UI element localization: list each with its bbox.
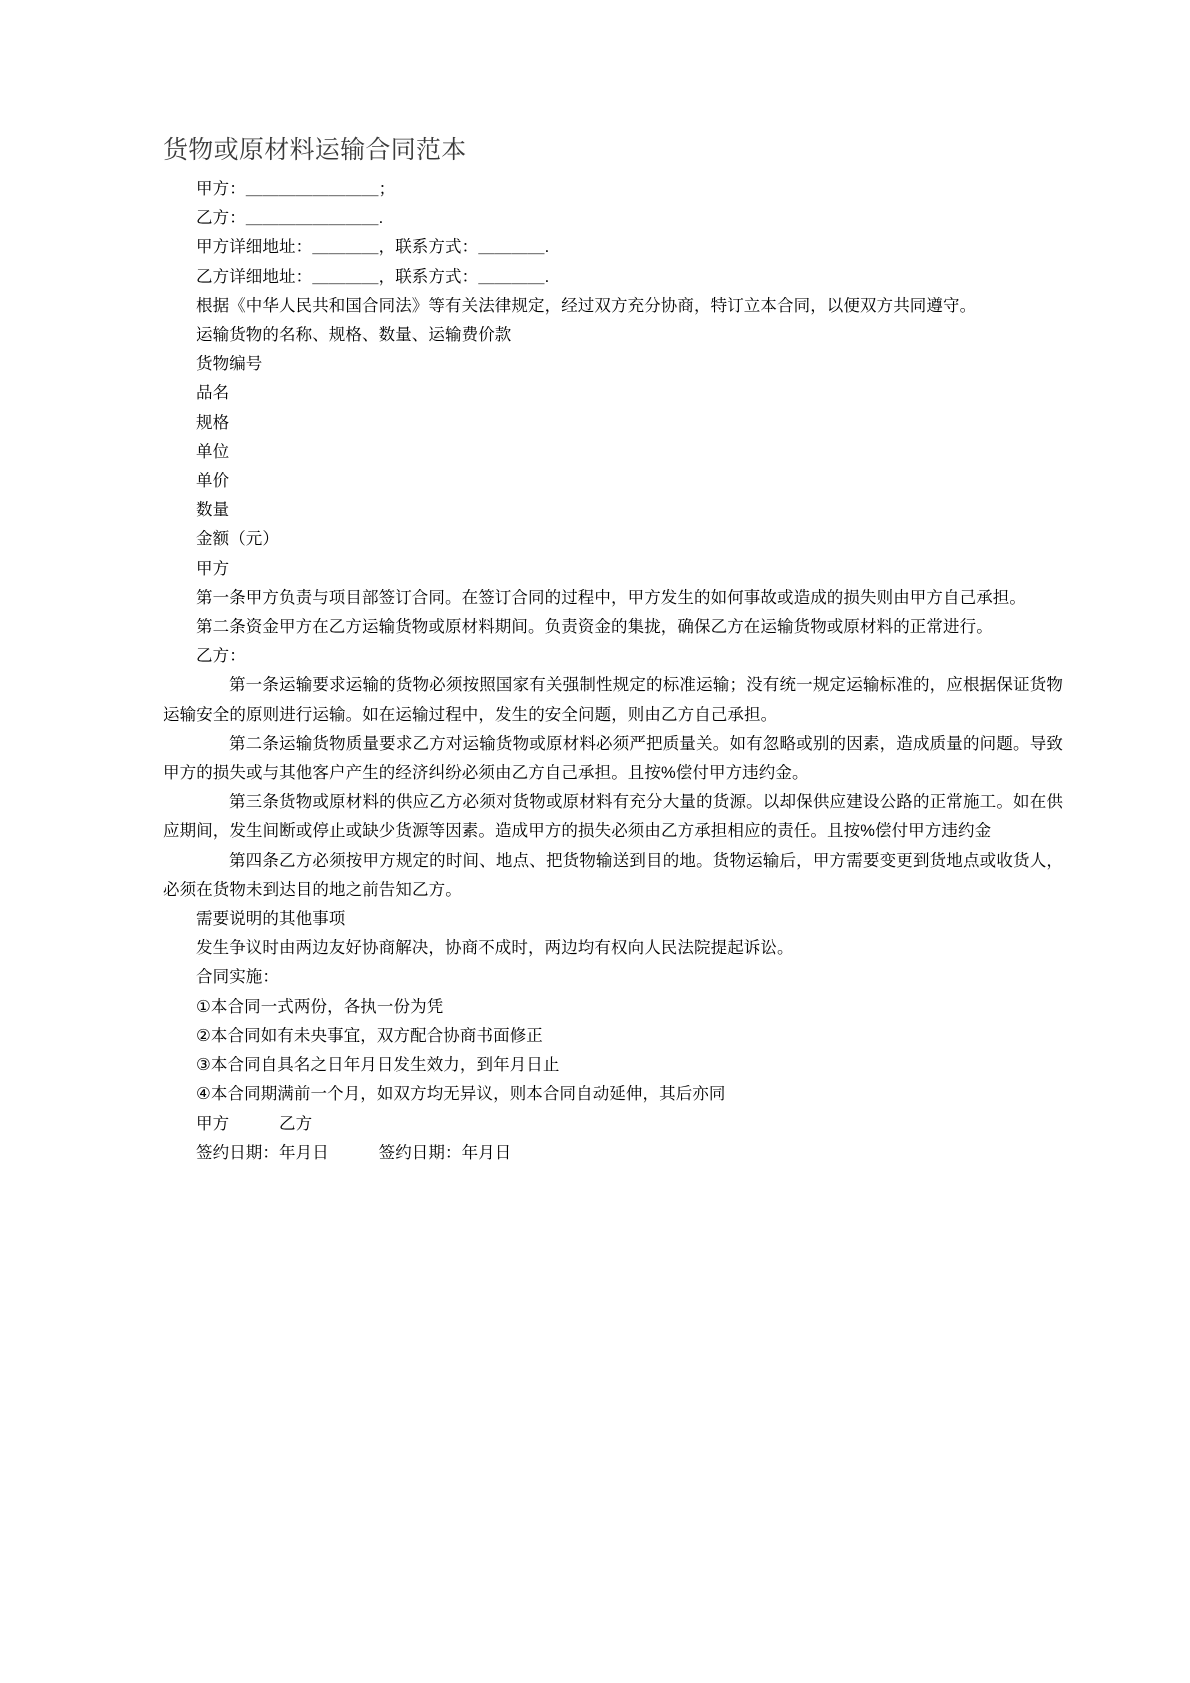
goods-field-amount: 金额（元） bbox=[196, 530, 279, 549]
other-matters-heading: 需要说明的其他事项 bbox=[196, 910, 346, 929]
party-b-clause-4: 第四条乙方必须按甲方规定的时间、地点、把货物输送到目的地。货物运输后，甲方需要变更到货地点或收货人，必须在货物未到达目的地之前告知乙方。 bbox=[163, 851, 1063, 899]
page-title: 货物或原材料运输合同范本 bbox=[163, 137, 467, 164]
goods-field-spec: 规格 bbox=[196, 413, 230, 432]
implementation-heading: 合同实施： bbox=[196, 968, 279, 987]
dispute-resolution-paragraph: 发生争议时由两边友好协商解决，协商不成时，两边均有权向人民法院提起诉讼。 bbox=[196, 939, 794, 958]
party-b-address-field: 乙方详细地址：＿＿＿＿，联系方式：＿＿＿＿. bbox=[196, 267, 550, 286]
goods-field-name: 品名 bbox=[196, 384, 230, 403]
party-a-section-heading: 甲方 bbox=[196, 559, 230, 578]
goods-field-unit: 单位 bbox=[196, 442, 230, 461]
party-a-name-field: 甲方：＿＿＿＿＿＿＿＿； bbox=[196, 180, 396, 198]
party-b-clause-2: 第二条运输货物质量要求乙方对运输货物或原材料必须严把质量关。如有忽略或别的因素，造成质量的问题。导致甲方的损失或与其他客户产生的经济纠纷必须由乙方自己承担。且按%偿付甲方违约金。 bbox=[163, 734, 1063, 783]
party-b-section-heading: 乙方： bbox=[196, 647, 246, 666]
implementation-item-2: ②本合同如有未央事宜，双方配合协商书面修正 bbox=[196, 1026, 543, 1045]
party-b-name-field: 乙方：＿＿＿＿＿＿＿＿. bbox=[196, 209, 384, 228]
goods-section-heading: 运输货物的名称、规格、数量、运输费价款 bbox=[196, 326, 512, 345]
preamble-paragraph: 根据《中华人民共和国合同法》等有关法律规定，经过双方充分协商，特订立本合同，以便双方共同遵守。 bbox=[196, 296, 977, 315]
goods-field-code: 货物编号 bbox=[196, 355, 263, 374]
party-b-clause-3: 第三条货物或原材料的供应乙方必须对货物或原材料有充分大量的货源。以却保供应建设公路的正常施工。如在供应期间，发生间断或停止或缺少货源等因素。造成甲方的损失必须由乙方承担相应的责任。且按%偿付甲方违约金 bbox=[163, 793, 1063, 841]
signature-date-labels: 签约日期：年月日 签约日期：年月日 bbox=[196, 1143, 512, 1162]
signature-party-labels: 甲方 乙方 bbox=[196, 1114, 313, 1133]
party-b-clause-1: 第一条运输要求运输的货物必须按照国家有关强制性规定的标准运输；没有统一规定运输标准的，应根据保证货物运输安全的原则进行运输。如在运输过程中，发生的安全问题，则由乙方自己承担。 bbox=[163, 676, 1063, 724]
goods-field-quantity: 数量 bbox=[196, 501, 230, 520]
party-a-clause-2: 第二条资金甲方在乙方运输货物或原材料期间。负责资金的集拢，确保乙方在运输货物或原材料的正常进行。 bbox=[196, 618, 993, 637]
implementation-item-1: ①本合同一式两份，各执一份为凭 bbox=[196, 997, 444, 1016]
party-a-clause-1: 第一条甲方负责与项目部签订合同。在签订合同的过程中，甲方发生的如何事故或造成的损失则由甲方自己承担。 bbox=[196, 588, 1026, 607]
party-a-address-field: 甲方详细地址：＿＿＿＿，联系方式：＿＿＿＿. bbox=[196, 238, 550, 257]
implementation-item-3: ③本合同自具名之日年月日发生效力，到年月日止 bbox=[196, 1056, 560, 1075]
goods-field-unit-price: 单价 bbox=[196, 472, 230, 491]
document-body bbox=[163, 133, 1063, 1168]
implementation-item-4: ④本合同期满前一个月，如双方均无异议，则本合同自动延伸，其后亦同 bbox=[196, 1085, 726, 1104]
